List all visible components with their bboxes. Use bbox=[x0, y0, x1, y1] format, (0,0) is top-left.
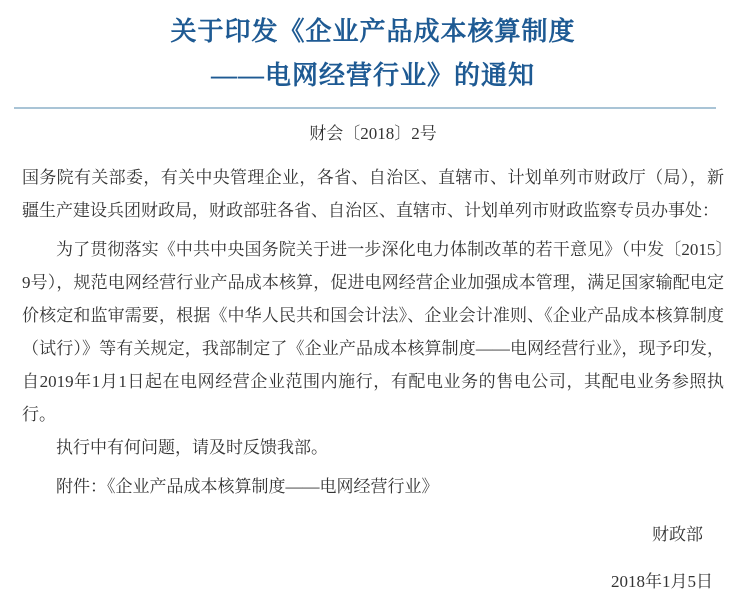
signature-block bbox=[22, 518, 724, 598]
feedback-paragraph: 执行中有何问题，请及时反馈我部。 bbox=[56, 438, 328, 457]
issue-date: 2018年1月5日 bbox=[611, 572, 713, 591]
title-divider bbox=[14, 107, 716, 109]
attachment-paragraph: 附件：《企业产品成本核算制度——电网经营行业》 bbox=[56, 477, 439, 496]
notice-title-line1: 关于印发《企业产品成本核算制度 bbox=[170, 17, 576, 46]
notice-title bbox=[22, 10, 724, 98]
issuer-signature: 财政部 bbox=[652, 525, 703, 544]
document-number: 财会〔2018〕2号 bbox=[309, 124, 437, 143]
main-body-paragraph: 为了贯彻落实《中共中央国务院关于进一步深化电力体制改革的若干意见》（中发〔2015〕9号），规范电网经营行业产品成本核算，促进电网经营企业加强成本管理，满足国家输配电定价核定和监审需要，根据《中华人民共和国会计法》、企业会计准则、《企业产品成本核算制度（试行）》等有关规定，我部制定了《企业产品成本核算制度——电网经营行业》，现予印发，自2019年1月1日起在电网经营企业范围内施行，有配电业务的售电公司，其配电业务参照执行。 bbox=[22, 240, 724, 424]
notice-title-line2: ——电网经营行业》的通知 bbox=[210, 61, 535, 90]
addressees-paragraph: 国务院有关部委，有关中央管理企业，各省、自治区、直辖市、计划单列市财政厅（局），新疆生产建设兵团财政局，财政部驻各省、自治区、直辖市、计划单列市财政监察专员办事处： bbox=[22, 168, 724, 220]
